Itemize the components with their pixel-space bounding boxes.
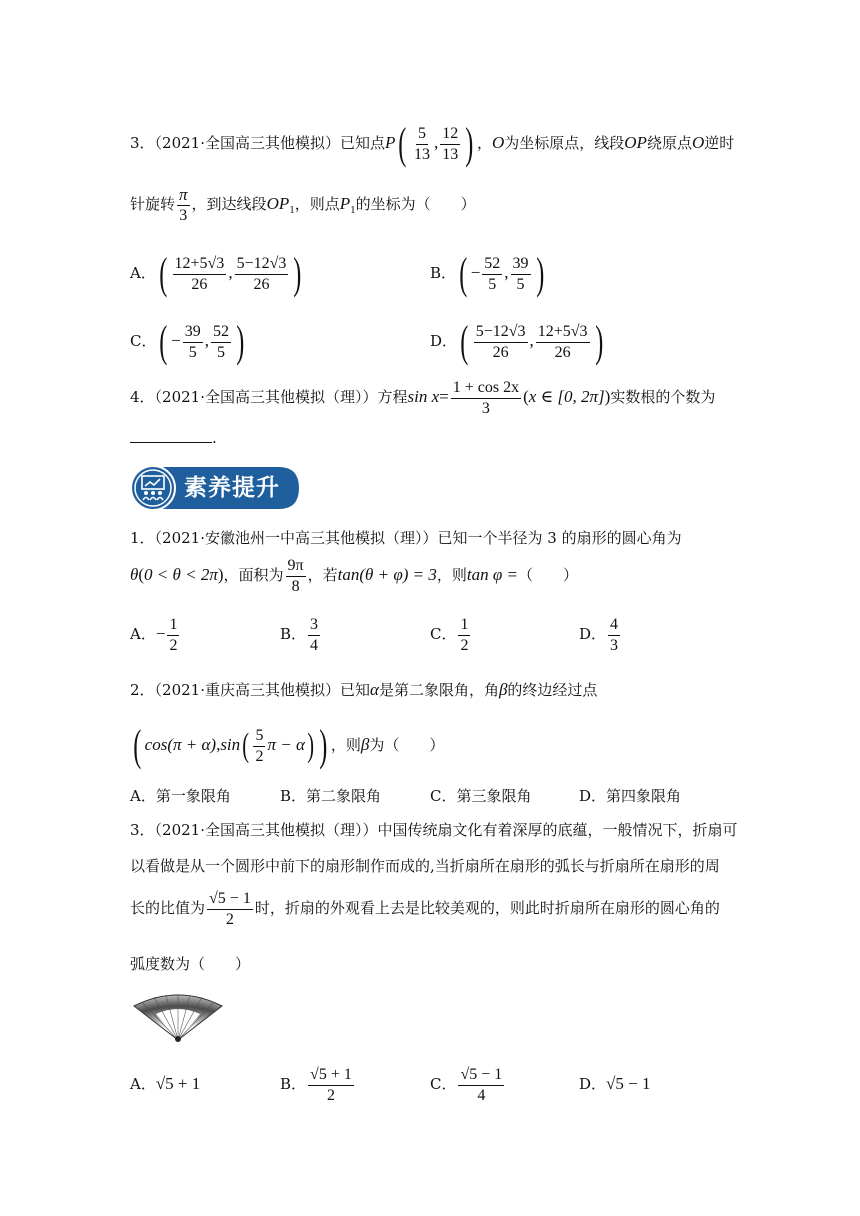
q3-stem-end: 逆时 (704, 134, 735, 152)
q3-p1: P (339, 194, 351, 213)
q4-pre: 4．（2021·全国高三其他模拟（理））方程 (130, 388, 408, 406)
s1-line2: θ(0 < θ < 2π)，面积为 $\frac{9\pi}{8}$ ，若tan(θ + φ) = 3，则tan φ =（ ） (130, 556, 579, 595)
q3-stem-mid2: 为坐标原点，线段 (504, 134, 625, 152)
s1-d-label: D． (579, 625, 607, 643)
s3-b-frac: $\frac{√5 + 1}{2}$ (310, 1065, 352, 1104)
q3-rot-frac: $\frac{\pi}{3}$ (179, 184, 188, 224)
s2-c-text: C．第三象限角 (430, 787, 532, 805)
q3-d-frac2: $\frac{12+5√3}{26}$ (537, 322, 588, 361)
s3-l3-pre: 长的比值为 (130, 899, 206, 917)
s2-beta: β (498, 680, 508, 699)
q4-line1: 4．（2021·全国高三其他模拟（理））方程sin x= $\frac{1 + \cos 2x}{3}$ (x ∈ [0, 2π])实数根的个数为 (130, 378, 716, 417)
q4-line2 (130, 428, 217, 448)
s1-tan-q: tan φ = (466, 565, 518, 584)
q3-option-b[interactable]: B．( − $\frac{52}{5}$ , $\frac{39}{5}$ ) (430, 249, 544, 298)
s3-line4 (130, 954, 250, 974)
s3-line1 (130, 820, 738, 840)
q3-point-p: P (385, 133, 396, 152)
s3-d-val: √5 − 1 (606, 1074, 651, 1093)
s2-option-d[interactable] (579, 786, 681, 806)
s2-a-text: A．第一象限角 (130, 787, 231, 805)
q3-b-frac1: $\frac{52}{5}$ (484, 254, 501, 293)
s2-mid2: 的终边经过点 (507, 681, 598, 699)
s2-mid1: 是第二象限角，角 (378, 681, 499, 699)
s1-end: （ ） (518, 566, 579, 584)
s2-b-text: B．第二象限角 (280, 787, 382, 805)
s2-option-a[interactable] (130, 786, 231, 806)
q3-a-frac1: $\frac{12+5√3}{26}$ (174, 254, 225, 293)
s2-line2: ( cos(π + α),sin( $\frac{5}{2}$ π − α) ) ，则β为（ ） (133, 721, 445, 770)
q3-paren-close: ) (465, 119, 474, 168)
q3-d-label: D． (430, 332, 458, 350)
q3-sub2: 1 (350, 204, 356, 216)
q4-lhs: sin x (407, 387, 440, 406)
banner-title: 素养提升 (184, 475, 280, 501)
s2-sin-frac: $\frac{5}{2}$ (255, 726, 264, 765)
s1-option-b[interactable] (280, 612, 322, 656)
q3-line2-end: 的坐标为（ ） (355, 195, 476, 213)
s3-option-a[interactable] (130, 1062, 200, 1106)
s1-pre: 1．（2021·安徽池州一中高三其他模拟（理））已知一个半径为 3 的扇形的圆心角为 (130, 529, 682, 547)
s2-cos-part: cos(π + α) (144, 735, 217, 754)
q4-post: 实数根的个数为 (610, 388, 716, 406)
q3-op: OP (624, 133, 647, 152)
q3-op1: OP (266, 194, 290, 213)
s2-d-text: D．第四象限角 (579, 787, 682, 805)
s2-option-c[interactable] (430, 786, 531, 806)
s3-option-d[interactable] (579, 1062, 650, 1106)
q3-stem-mid3: 绕原点 (646, 134, 692, 152)
s2-post: ，则 (330, 736, 361, 754)
q3-c-frac2: $\frac{52}{5}$ (212, 322, 229, 361)
s3-a-val: √5 + 1 (155, 1074, 201, 1093)
q3-frac2: $\frac{12}{13}$ (442, 124, 459, 163)
s1-tan-pre: ，若 (307, 566, 338, 584)
s1-area-pre: ，面积为 (223, 566, 284, 584)
q3-option-a[interactable]: A．( $\frac{12+5√3}{26}$ , $\frac{5-12√3}{26}$ ) (130, 249, 302, 298)
s1-d-frac: $\frac{4}{3}$ (610, 615, 619, 654)
s3-l1: 3．（2021·全国高三其他模拟（理））中国传统扇文化有着深厚的底蕴，一般情况下，折扇可 (130, 821, 738, 839)
s3-l3-post: 时，折扇的外观看上去是比较美观的，则此时折扇所在扇形的圆心角的 (254, 899, 720, 917)
s2-alpha: α (370, 680, 379, 699)
s1-a-frac: $\frac{1}{2}$ (169, 615, 178, 654)
s2-end: 为（ ） (369, 736, 445, 754)
q4-frac: $\frac{1 + \cos 2x}{3}$ (452, 378, 520, 417)
q3-c-label: C． (130, 332, 157, 350)
s1-area-frac: $\frac{9\pi}{8}$ (287, 556, 304, 595)
s1-c-frac: $\frac{1}{2}$ (460, 615, 469, 654)
q3-origin2: O (691, 133, 705, 152)
s2-option-b[interactable] (280, 786, 381, 806)
s1-option-c[interactable] (430, 612, 472, 656)
s3-c-label: C． (430, 1075, 457, 1093)
q3-c-frac1: $\frac{39}{5}$ (184, 322, 201, 361)
s1-a-label: A． (130, 625, 156, 643)
q3-line2 (130, 184, 476, 224)
q3-origin: O (491, 133, 505, 152)
q3-frac1: $\frac{5}{13}$ (414, 124, 431, 163)
s3-option-c[interactable] (430, 1062, 506, 1106)
s1-cond: 0 < θ < 2π (144, 565, 218, 584)
s1-b-frac: $\frac{3}{4}$ (310, 615, 319, 654)
q3-sub1: 1 (289, 204, 295, 216)
q3-d-frac1: $\frac{5-12√3}{26}$ (475, 322, 526, 361)
q3-comma: ， (476, 134, 492, 152)
s3-line2 (130, 856, 720, 876)
q3-line2-mid2: ，则点 (294, 195, 340, 213)
s1-b-label: B． (280, 625, 307, 643)
s1-option-a[interactable] (130, 612, 181, 656)
q4-answer-blank[interactable] (130, 428, 212, 443)
s1-tan-mid: ，则 (436, 566, 467, 584)
s3-option-b[interactable] (280, 1062, 356, 1106)
q4-domain: x ∈ [0, 2π] (528, 387, 605, 406)
q3-paren-open: ( (398, 119, 407, 168)
section-banner (129, 463, 301, 513)
s1-a-sign: − (155, 624, 166, 643)
s1-theta: θ (130, 565, 139, 584)
s2-sin-rest: π − α (267, 735, 305, 754)
s2-beta2: β (360, 735, 370, 754)
s1-tan-eq: tan(θ + φ) = 3 (337, 565, 437, 584)
s3-b-label: B． (280, 1075, 307, 1093)
q3-line2-mid: ，到达线段 (191, 195, 267, 213)
s3-c-frac: $\frac{√5 - 1}{4}$ (460, 1065, 503, 1104)
presentation-chart-icon (139, 474, 167, 502)
q3-a-label: A． (130, 264, 156, 282)
q3-b-frac2: $\frac{39}{5}$ (512, 254, 529, 293)
s3-d-label: D． (579, 1075, 607, 1093)
s3-l4: 弧度数为（ ） (130, 955, 251, 973)
s2-line1 (130, 680, 597, 700)
q4-eq: = (439, 387, 449, 406)
s2-sin-part: sin (220, 735, 241, 754)
folding-fan-image (132, 992, 224, 1044)
q3-a-frac2: $\frac{5-12√3}{26}$ (236, 254, 287, 293)
s1-line1 (130, 528, 682, 548)
q3-line1: 3．（2021·全国高三其他模拟）已知点P( $\frac{5}{13}$ , $\frac{12}{13}$ ) ，O为坐标原点，线段OP绕原点O逆时 (130, 119, 735, 168)
s3-line3 (130, 882, 720, 934)
s1-option-d[interactable] (579, 612, 622, 656)
q4-end: . (212, 429, 217, 447)
s3-ratio-frac: $\frac{√5 - 1}{2}$ (209, 889, 251, 928)
q3-stem-pre: 3．（2021·全国高三其他模拟）已知点 (130, 134, 385, 152)
s3-a-label: A． (130, 1075, 156, 1093)
q3-b-label: B． (430, 264, 457, 282)
q3-line2-pre: 针旋转 (130, 195, 176, 213)
s3-l2: 以看做是从一个圆形中前下的扇形制作而成的,当折扇所在扇形的弧长与折扇所在扇形的周 (130, 857, 720, 875)
q3-option-d[interactable]: D．( $\frac{5-12√3}{26}$ , $\frac{12+5√3}{26}$ ) (430, 317, 603, 366)
s2-pre: 2．（2021·重庆高三其他模拟）已知 (130, 681, 370, 699)
q3-option-c[interactable]: C．( − $\frac{39}{5}$ , $\frac{52}{5}$ ) (130, 317, 245, 366)
s1-c-label: C． (430, 625, 457, 643)
